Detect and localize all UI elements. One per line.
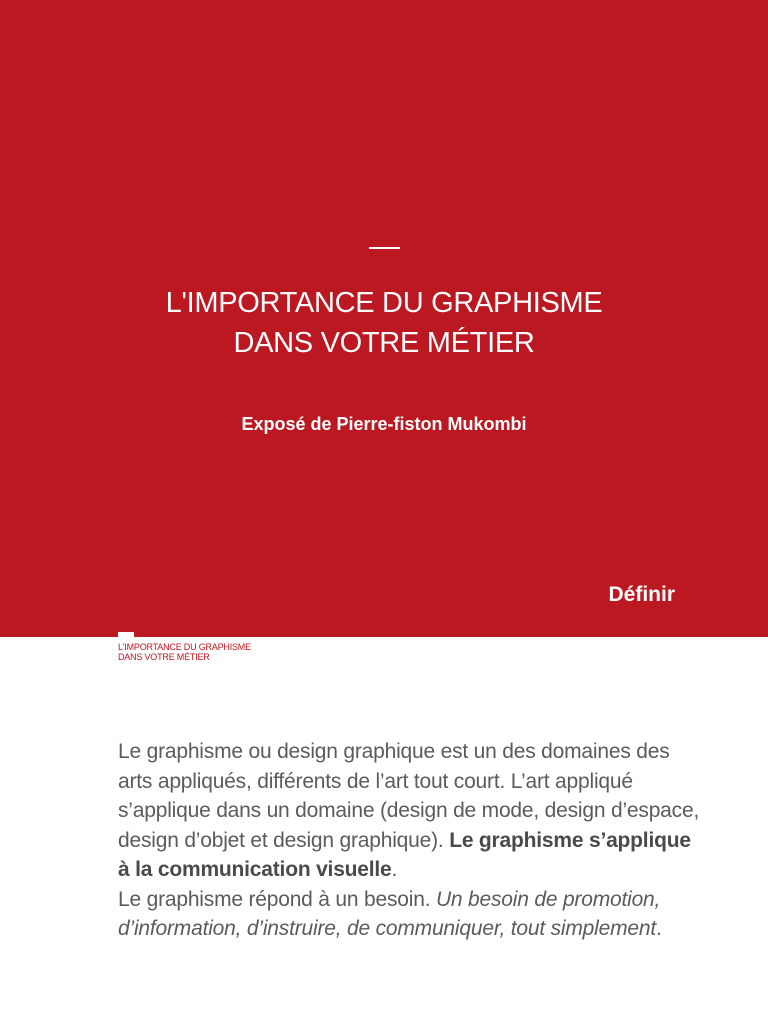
- running-header: [118, 642, 251, 662]
- cover-subtitle: Exposé de Pierre-fiston Mukombi: [241, 414, 527, 434]
- paragraph-definition-text: Le graphisme ou design graphique est un des domaines des arts appliqués, différents de l’art tout court. L’art appliqué s’applique dans un domaine (design de mode, design d’espace, design d’objet et design graphique).: [118, 740, 700, 852]
- cover-title-line-1: L'IMPORTANCE DU GRAPHISME: [165, 287, 603, 319]
- next-section-label: Définir: [608, 583, 675, 606]
- paragraph-definition: [118, 737, 703, 885]
- paragraph-need-end: .: [655, 917, 662, 940]
- title-dash-divider: [369, 247, 400, 249]
- paragraph-definition-end: .: [391, 858, 398, 881]
- cover-title-line-2: DANS VOTRE MÉTIER: [233, 327, 535, 359]
- paragraph-need-text: Le graphisme répond à un besoin.: [118, 887, 436, 911]
- paragraph-need: [118, 885, 703, 944]
- cover-title: [0, 283, 768, 363]
- running-header-mark: [118, 632, 134, 642]
- running-header-line-1: L'IMPORTANCE DU GRAPHISME: [118, 642, 251, 652]
- body-text: [118, 737, 703, 944]
- paragraph-definition-emphasis: Le graphisme s’applique à la communication visuelle: [118, 828, 691, 881]
- paragraph-need-italic: Un besoin de promotion, d’information, d’instruire, de communiquer, tout simplement: [118, 887, 661, 940]
- running-header-line-2: DANS VOTRE MÉTIER: [118, 652, 210, 662]
